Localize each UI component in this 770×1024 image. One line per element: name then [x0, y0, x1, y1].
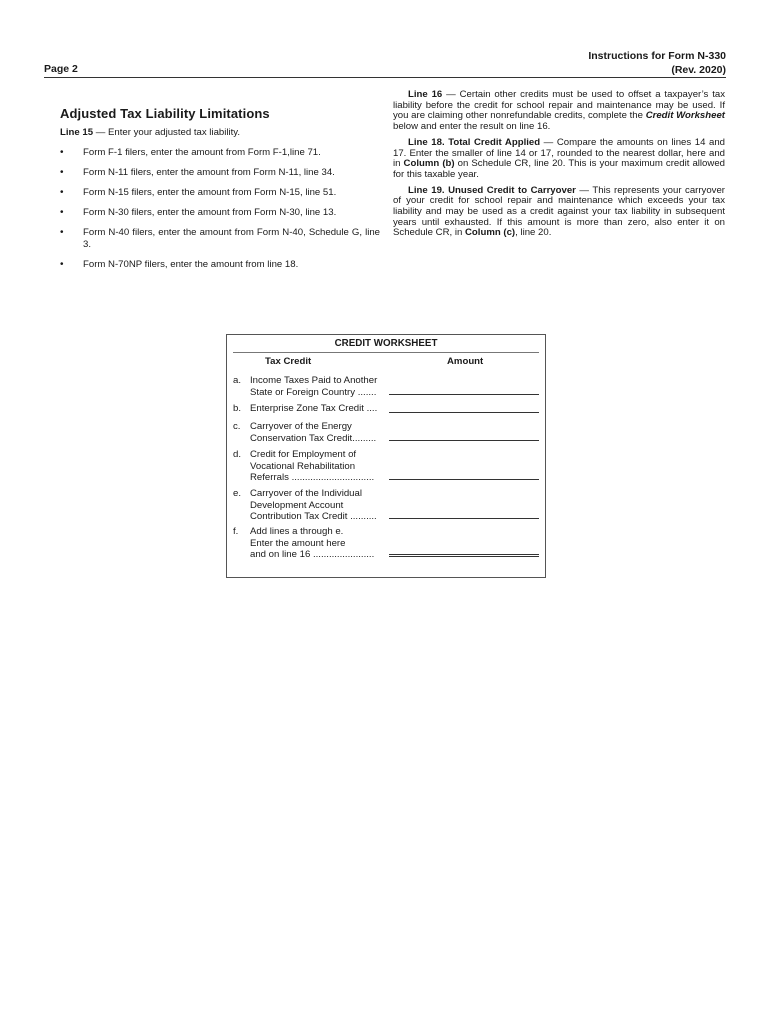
line19-text-end: , line 20. — [515, 227, 552, 239]
line18-text-end: on Schedule CR, line 20. This is your maximum credit allowed for this taxable year. — [393, 158, 725, 180]
right-column — [393, 90, 725, 244]
row-description: Add lines a through e. Enter the amount here and on line 16 ....................... — [250, 526, 375, 560]
list-item — [60, 227, 380, 250]
list-item — [60, 167, 380, 179]
row-letter: f. — [233, 526, 239, 537]
row-letter: d. — [233, 449, 242, 460]
list-item — [60, 207, 380, 219]
row-description: Carryover of the Individual Development Account Contribution Tax Credit .......... — [250, 488, 377, 522]
form-revision: (Rev. 2020) — [671, 64, 726, 76]
row-letter: a. — [233, 375, 242, 386]
total-amount-entry-line[interactable] — [389, 554, 539, 557]
form-title: Instructions for Form N-330 — [588, 50, 726, 62]
bullet-icon: • — [60, 227, 64, 238]
line15-label: Line 15 — [60, 126, 94, 138]
bullet-icon: • — [60, 167, 64, 178]
column-c-ref: Column (c) — [465, 227, 516, 239]
bullet-icon: • — [60, 147, 64, 158]
bullet-icon: • — [60, 207, 64, 218]
line19-paragraph — [393, 186, 725, 240]
line16-paragraph — [393, 90, 725, 133]
list-item — [60, 259, 380, 271]
column-b-ref: Column (b) — [403, 158, 455, 170]
left-column — [60, 108, 380, 279]
row-letter: b. — [233, 403, 242, 414]
row-description: Income Taxes Paid to Another State or Foreign Country ....... — [250, 375, 378, 398]
list-item-text: Form N-70NP filers, enter the amount from line 18. — [83, 258, 299, 270]
list-item — [60, 147, 380, 159]
line15-text: — Enter your adjusted tax liability. — [93, 126, 241, 138]
worksheet-title: CREDIT WORKSHEET — [233, 338, 539, 353]
bullet-icon: • — [60, 187, 64, 198]
row-letter: c. — [233, 421, 241, 432]
list-item-text: Form N-11 filers, enter the amount from Form N-11, line 34. — [83, 167, 335, 178]
amount-entry-line[interactable] — [389, 440, 539, 441]
credit-worksheet-ref: Credit Worksheet — [645, 110, 725, 122]
amount-entry-line[interactable] — [389, 394, 539, 395]
line19-label: Line 19. Unused Credit to Carryover — [408, 184, 576, 196]
line16-text-end: below and enter the result on line 16. — [393, 121, 551, 133]
row-description: Carryover of the Energy Conservation Tax Credit......... — [250, 421, 377, 444]
section-title: Adjusted Tax Liability Limitations — [60, 106, 270, 121]
row-description: Enterprise Zone Tax Credit .... — [250, 403, 378, 414]
list-item-text: Form N-30 filers, enter the amount from Form N-30, line 13. — [83, 207, 337, 218]
column-header-tax-credit: Tax Credit — [265, 356, 312, 367]
line18-paragraph — [393, 138, 725, 181]
list-item — [60, 187, 380, 199]
row-description: Credit for Employment of Vocational Rehabilitation Referrals ............................... — [250, 449, 375, 483]
line18-text: — Compare the amounts on lines 14 and 17. Enter the smaller of line 14 or 17, rounded to the nearest dollar, here and in — [393, 136, 725, 170]
list-item-text: Form F-1 filers, enter the amount from Form F-1,line 71. — [83, 147, 321, 158]
list-item-text: Form N-15 filers, enter the amount from Form N-15, line 51. — [83, 187, 337, 198]
column-header-amount: Amount — [447, 356, 484, 367]
list-item-text: Form N-40 filers, enter the amount from Form N-40, Schedule G, line 3. — [83, 227, 380, 250]
line16-label: Line 16 — [408, 89, 443, 100]
amount-entry-line[interactable] — [389, 479, 539, 480]
form-header — [588, 49, 726, 77]
bullet-icon: • — [60, 258, 64, 270]
filer-list — [60, 147, 380, 270]
line15-instruction — [60, 127, 380, 139]
header-rule — [44, 77, 726, 78]
amount-entry-line[interactable] — [389, 412, 539, 413]
line16-text: — Certain other credits must be used to offset a taxpayer’s tax liability before the credit for school repair and maintenance may be used. If you are claiming other nonrefundable credits, complete the — [393, 89, 726, 122]
line19-text: — This represents your carryover of your credit for school repair and maintenance which exceeds your tax liability and may be used as a credit against your tax liability in subsequent years until exhausted. If this amount is more than zero, also enter it on Schedule CR, in — [393, 184, 726, 239]
amount-entry-line[interactable] — [389, 518, 539, 519]
page-number: Page 2 — [44, 63, 78, 75]
line18-label: Line 18. Total Credit Applied — [408, 136, 541, 148]
credit-worksheet — [226, 334, 546, 578]
row-letter: e. — [233, 488, 242, 499]
